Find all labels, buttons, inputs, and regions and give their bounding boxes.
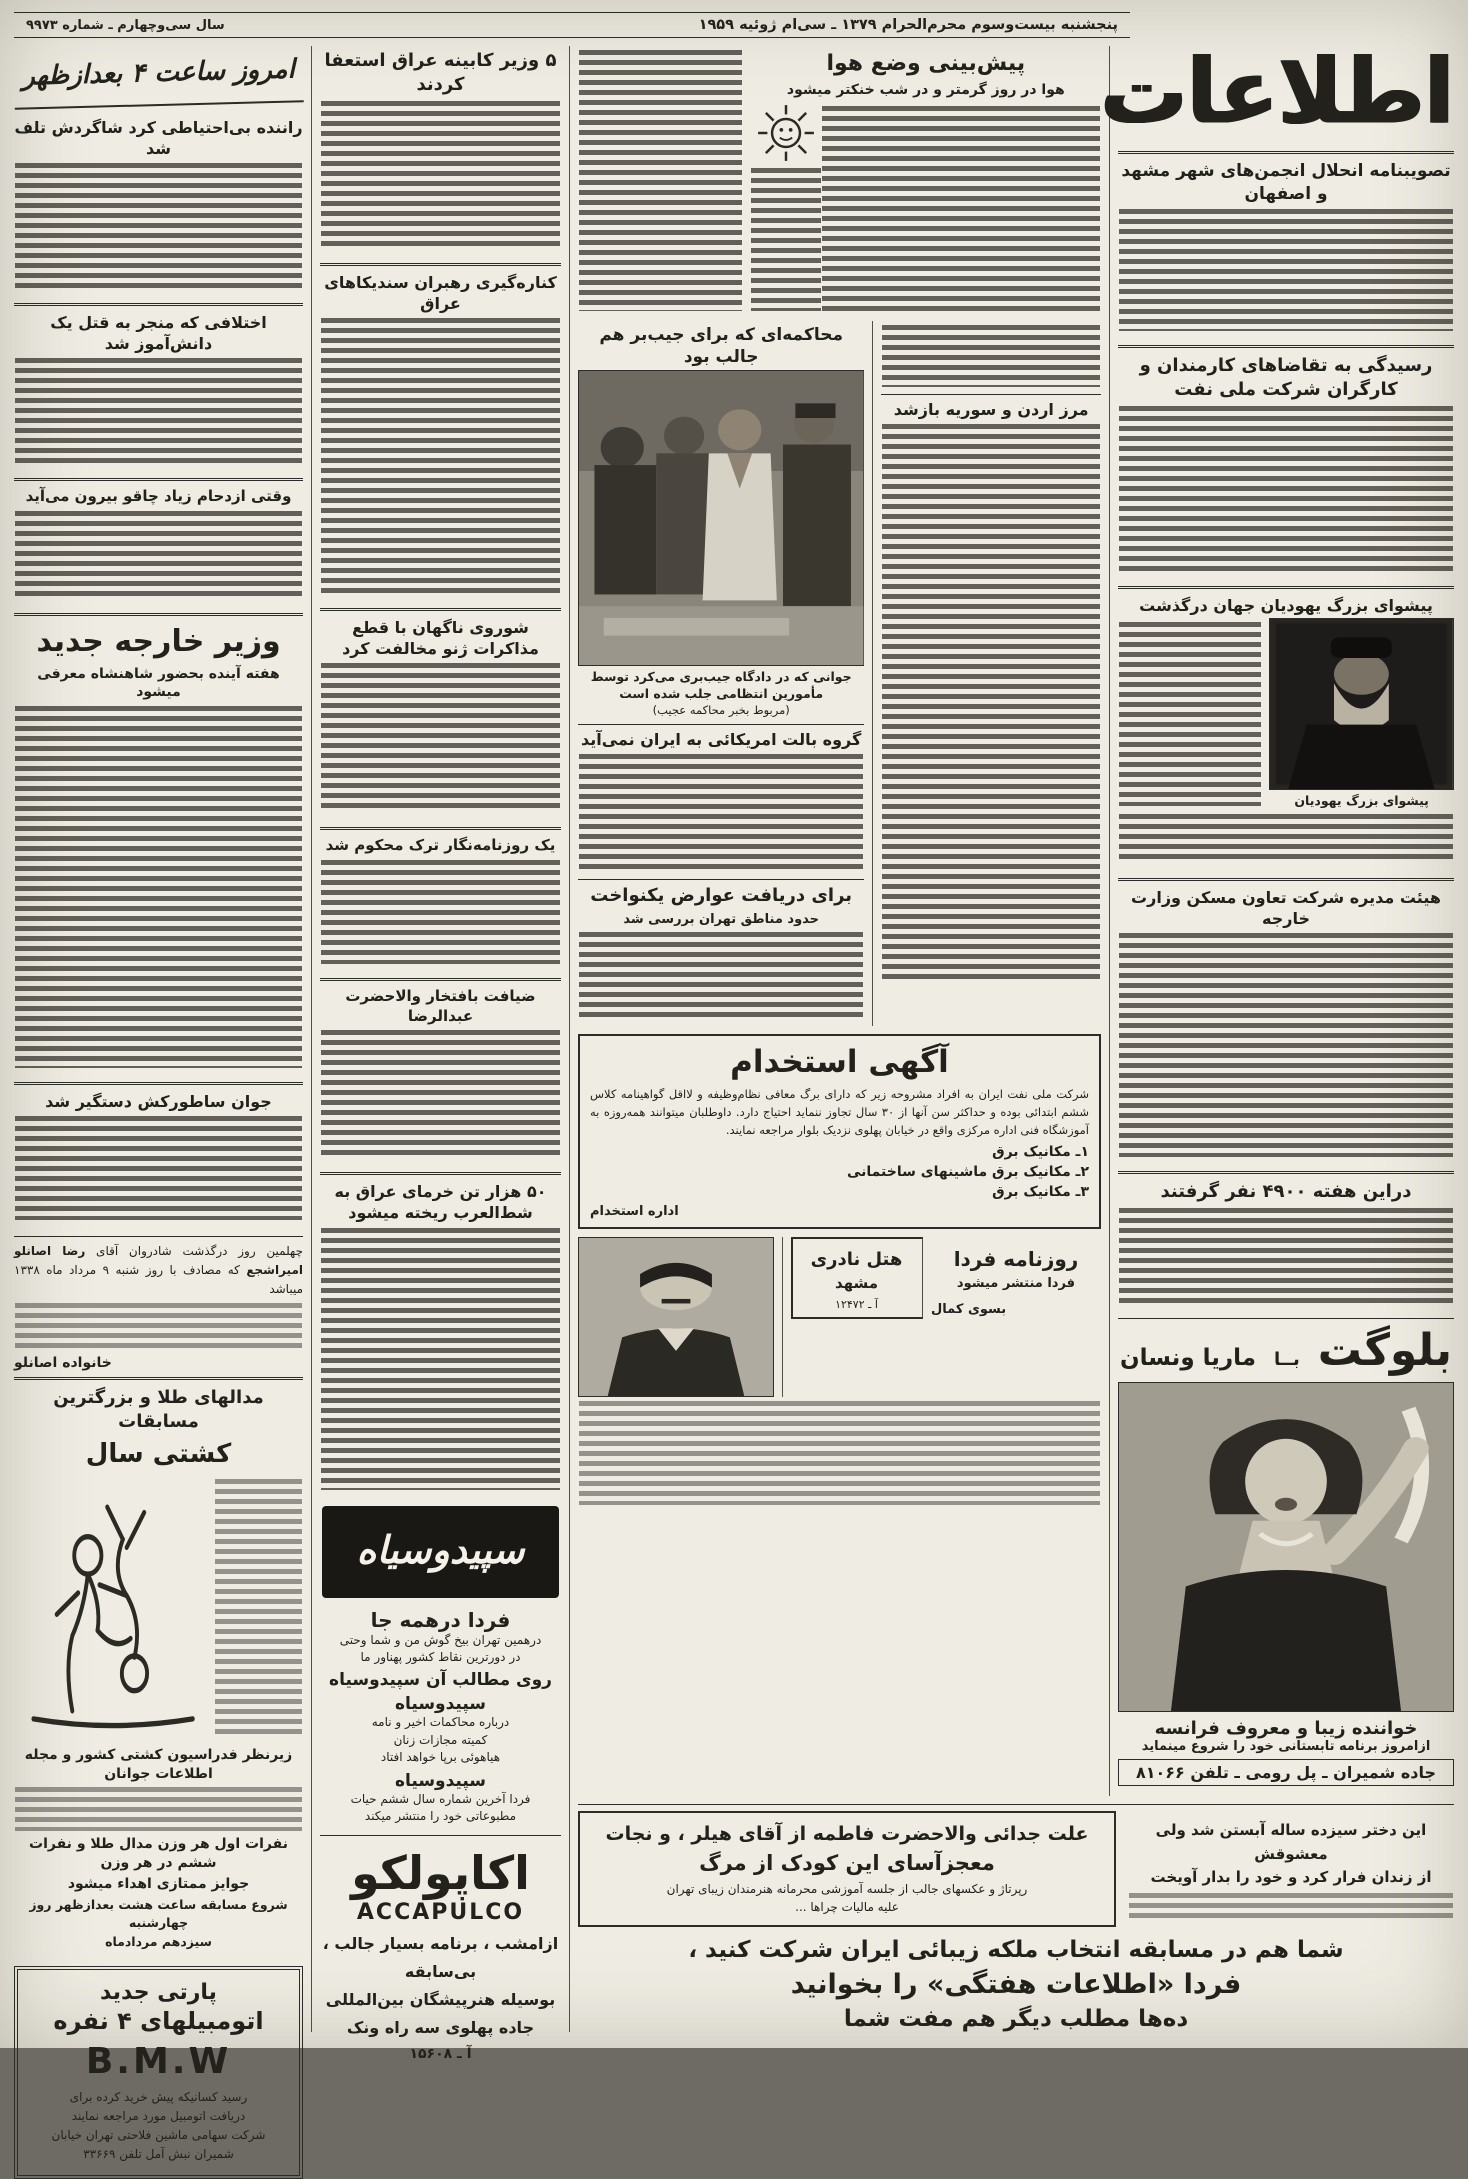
article-iraq-dates <box>320 1172 561 1493</box>
column-right <box>1100 39 1454 1796</box>
sefid-small-line: درهمین تهران بیخ گوش من و شما وحتی <box>339 1632 542 1647</box>
subcolumn-left <box>578 321 873 1027</box>
article-headline: راننده بی‌احتیاطی کرد شاگردش تلف شد <box>14 118 303 159</box>
sefid-bold-line: سپیدوسیاه <box>394 1694 487 1715</box>
hotel-city: مشهد <box>834 1274 879 1293</box>
article-headline: وزیر خارجه جدید <box>36 624 281 660</box>
text-block <box>579 50 742 311</box>
text-block <box>751 168 821 311</box>
wrestling-headline-1: مدالهای طلا و بزرگترین مسابقات <box>53 1387 264 1433</box>
acapulco-phone: آ ـ ۱۵۶۰۸ <box>409 2046 472 2063</box>
bmw-line-2: اتومبیلهای ۴ نفره <box>53 2006 264 2035</box>
acapulco-ad <box>320 1835 561 2062</box>
gossip-ad-box <box>578 1811 1116 1927</box>
trial-caption-note: (مربوط بخبر محاکمه عجیب) <box>652 703 790 718</box>
article-headline: پیشوای بزرگ یهودیان جهان درگذشت <box>1139 595 1433 615</box>
row-ab <box>578 39 1454 1796</box>
tax-headline: برای دریافت عوارض یکنواخت <box>578 879 864 908</box>
actress-photo <box>1118 1382 1454 1712</box>
columns <box>14 39 1454 2162</box>
wrestling-illustration <box>14 1475 208 1743</box>
masthead: اطلاعات <box>1100 39 1454 145</box>
article-councils <box>1118 151 1454 335</box>
portrait-wrap <box>578 1237 783 1397</box>
text-block <box>321 101 560 249</box>
wrestling-bold-1: زیرنظر فدراسیون کشتی کشور و مجله اطلاعات جوانان <box>24 1747 293 1782</box>
hotel-ad <box>791 1237 923 1320</box>
article-cleaver-youth <box>14 1082 303 1224</box>
bmw-brand: B.M.W <box>85 2040 232 2082</box>
employment-item-3: ۳ـ مکانیک برق <box>992 1183 1089 1200</box>
free-content-line: ده‌ها مطلب دیگر هم مفت شما <box>843 2006 1189 2032</box>
sefid-small-line: کمیته مجازات زنان <box>393 1732 488 1747</box>
cabaret-name: بلوگت <box>1317 1324 1452 1376</box>
farda-subtitle: فردا منتشر میشود <box>956 1275 1076 1291</box>
text-block <box>15 706 302 1068</box>
acapulco-line: بی‌سابقه <box>404 1962 477 1982</box>
employment-ad <box>578 1034 1101 1228</box>
article-subhead: هفته آینده بحضور شاهنشاه معرفی میشود <box>37 665 280 701</box>
weather-row <box>578 46 1101 315</box>
ballet-headline: گروه بالت امریکائی به ایران نمی‌آید <box>578 724 864 750</box>
article-student-murder <box>14 303 303 468</box>
text-block <box>321 1228 560 1490</box>
weather-subhead: هوا در روز گرمتر و در شب خنکتر میشود <box>786 82 1065 99</box>
farda-ad <box>931 1237 1101 1397</box>
text-block <box>15 358 302 464</box>
text-block <box>882 325 1100 387</box>
article-headline: ۵ وزیر کابینه عراق استعفا کردند <box>324 50 557 95</box>
article-soviet-geneva <box>320 608 561 817</box>
sefid-small-line: فردا آخرین شماره سال ششم حیات <box>350 1791 531 1806</box>
text-block <box>882 424 1100 984</box>
acapulco-title: اکاپولکو <box>351 1846 530 1901</box>
article-headline: مرز اردن و سوریه بازشد <box>881 394 1101 420</box>
sefid-siah-logo: سپیدوسیاه <box>322 1506 559 1598</box>
text-block <box>321 318 560 594</box>
text-block <box>15 163 302 289</box>
cabaret-line2: ازامروز برنامه تابستانی خود را شروع مینماید <box>1141 1738 1431 1754</box>
bmw-ad <box>14 1966 303 2179</box>
tax-subhead: حدود مناطق تهران بررسی شد <box>623 911 820 927</box>
text-block <box>321 860 560 964</box>
top-bar <box>14 6 1454 44</box>
bottom-ad-row <box>578 1811 1454 1927</box>
employment-ad-footer: اداره استخدام <box>590 1203 679 1219</box>
employment-ad-title: آگهی استخدام <box>730 1044 949 1081</box>
column-middle-left <box>320 46 570 2063</box>
media-row <box>1118 618 1454 810</box>
wrestling-headline-2: کشتی سال <box>85 1438 232 1469</box>
text-block <box>1119 406 1453 572</box>
obituary-title: امیراشجع <box>246 1263 303 1278</box>
cabaret-line1: خواننده زیبا و معروف فرانسه <box>1154 1717 1418 1739</box>
article-oil-workers <box>1118 345 1454 576</box>
article-knife-crowd <box>14 478 303 603</box>
wrestling-small-2: سیزدهم مردادماه <box>105 1934 212 1950</box>
sefid-siah-ad <box>320 1604 561 1826</box>
weather-headline: پیش‌بینی وضع هوا <box>826 51 1026 76</box>
bmw-small-1: رسید کسانیکه پیش خرید کرده برای <box>69 2089 248 2104</box>
text-block <box>579 932 863 1022</box>
wrestling-bold-2: نفرات اول هر وزن مدال طلا و نفرات ششم در هر وزن <box>29 1836 288 1871</box>
sefid-small-line: هیاهوئی برپا خواهد افتاد <box>380 1750 501 1765</box>
hotel-number: آ ـ ۱۲۴۷۲ <box>835 1298 878 1312</box>
article-headline: کناره‌گیری رهبران سندیکاهای عراق <box>324 272 557 313</box>
employment-item-1: ۱ـ مکانیک برق <box>992 1143 1089 1160</box>
acapulco-line: جاده پهلوی سه راه ونک <box>346 2018 535 2038</box>
sefid-small-line: درباره محاکمات اخیر و نامه <box>371 1715 510 1730</box>
article-headline: ۵۰ هزار تن خرمای عراق به شط‌العرب ریخته میشود <box>334 1182 547 1223</box>
article-new-foreign-minister <box>14 613 303 1072</box>
photo-caption: پیشوای بزرگ یهودیان <box>1294 792 1429 808</box>
bmw-small-4: شمیران نبش آمل تلفن ۳۳۶۶۹ <box>83 2147 234 2162</box>
text-block <box>1129 1893 1453 1923</box>
wrestling-bold-3: جوایز ممتازی اهداء میشود <box>67 1876 250 1893</box>
article-headline: ضیافت بافتخار والاحضرت عبدالرضا <box>345 986 536 1025</box>
column-middle-right <box>578 46 1110 1796</box>
obituary-text <box>14 1242 303 1300</box>
text-block <box>1119 209 1453 331</box>
text-block <box>15 1303 302 1351</box>
sun-column <box>751 102 821 315</box>
article-headline: اختلافی که منجر به قتل یک دانش‌آموز شد <box>50 313 267 354</box>
cabaret-with: بــا <box>1273 1348 1300 1370</box>
text-block <box>215 1479 302 1739</box>
article-housing-coop <box>1118 878 1454 1161</box>
text-block <box>1119 933 1453 1157</box>
text-block <box>1119 622 1261 806</box>
right-half <box>578 39 1454 2032</box>
article-headline: یک روزنامه‌نگار ترک محکوم شد <box>325 835 556 854</box>
employment-item-2: ۲ـ مکانیک برق ماشینهای ساختمانی <box>846 1163 1089 1180</box>
acapulco-line: بوسیله هنرپیشگان بین‌المللی <box>325 1990 556 2010</box>
text-block <box>579 754 863 872</box>
article-headline: رسیدگی به تقاضاهای کارمندان و کارگران شرکت ملی نفت <box>1139 355 1433 401</box>
cabaret-ad <box>1118 1318 1454 1786</box>
article-headline: دراین هفته ۴۹۰۰ نفر گرفتند <box>1160 1181 1412 1203</box>
article-iraq-ministers <box>320 46 561 253</box>
bmw-line-1: پارتی جدید <box>100 1979 217 2005</box>
weekly-magazine-line: فردا «اطلاعات هفتگی» را بخوانید <box>790 1969 1242 2000</box>
text-block <box>15 1787 302 1831</box>
subcolumn-right <box>881 321 1101 1027</box>
article-headline: تصویبنامه انحلال انجمن‌های شهر مشهد و اصفهان <box>1121 161 1451 204</box>
article-headline: جوان ساطورکش دستگیر شد <box>45 1091 272 1111</box>
bmw-small-3: شرکت سهامی ماشین فلاحتی تهران خیابان <box>51 2128 266 2143</box>
bottom-ad-side <box>1128 1811 1454 1927</box>
cabaret-title-row <box>1120 1325 1452 1376</box>
obituary <box>14 1236 303 1372</box>
sun-icon <box>755 102 817 164</box>
article-4900 <box>1118 1171 1454 1308</box>
article-banquet <box>320 978 561 1163</box>
sefid-bold-line: سپیدوسیاه <box>394 1770 487 1791</box>
sefid-bold-line: روی مطالب آن سپیدوسیاه <box>329 1670 552 1691</box>
trial-caption: جوانی که در دادگاه جیب‌بری می‌کرد توسط مأمورین انتظامی جلب شده است <box>590 669 852 702</box>
text-block <box>15 1116 302 1220</box>
weather-body <box>751 102 1101 315</box>
gossip-small-2: علیه مالیات چراها ... <box>795 1900 899 1915</box>
trial-headline: محاکمه‌ای که برای جیب‌بر هم جالب بود <box>599 324 843 367</box>
cabaret-star: ماریا ونسان <box>1120 1344 1257 1371</box>
wrestling-ad <box>14 1377 303 1951</box>
gossip-headline-1: علت جدائی والاحضرت فاطمه از آقای هیلر ، و نجات <box>605 1823 1089 1846</box>
article-headline: وقتی ازدحام زیاد چاقو بیرون می‌آید <box>25 487 292 506</box>
bottom-ads <box>578 1804 1454 2032</box>
hotel-name: هتل نادری <box>810 1248 903 1270</box>
column-left <box>14 46 312 2162</box>
side-ad-line: این دختر سیزده ساله آبستن شد ولی معشوقش <box>1155 1821 1427 1863</box>
sefid-small-line: در دورترین نقاط کشور پهناور ما <box>360 1649 521 1664</box>
top-rule-strip <box>14 12 1130 38</box>
obituary-name: رضا اصانلو <box>14 1243 86 1258</box>
employment-ad-intro: شرکت ملی نفت ایران به افراد مشروحه زیر که دارای برگ معافی نظام‌وظیفه و لااقل گواهینامه کلاس ششم ابتدائی بوده و حداکثر سن آنها از ۳۰ سال تجاوز ننماید احتیاج دارد. داوطلبان میتوانند همه‌روزه به آموزشگاه فنی اداره مرکزی واقع در خیابان پهلوی نزدیک بلوار مراجعه نمایند. <box>590 1087 1089 1137</box>
acapulco-line: ازامشب ، برنامه بسیار جالب ، <box>322 1934 559 1954</box>
article-headline: هیئت مدیره شرکت تعاون مسکن وزارت خارجه <box>1131 887 1441 928</box>
obituary-signature: خانواده اصانلو <box>14 1355 112 1372</box>
rabbi-photo <box>1269 618 1454 790</box>
wrestling-row <box>14 1475 303 1743</box>
beauty-contest-line: شما هم در مسابقه انتخاب ملکه زیبائی ایران شرکت کنید ، <box>688 1937 1344 1963</box>
wrestling-small-1: شروع مسابقه ساعت هشت بعدازظهر روز چهارشنبه <box>29 1896 288 1931</box>
sefid-bold-line: فردا درهمه جا <box>370 1607 511 1632</box>
side-ad-line: از زندان فرار کرد و خود را بدار آویخت <box>1150 1867 1432 1886</box>
text-block <box>1119 814 1453 864</box>
article-iraq-unions <box>320 263 561 598</box>
gossip-headline-2: معجزآسای این کودک از مرگ <box>699 1851 995 1876</box>
script-headline: امروز ساعت ۴ بعدازظهر <box>13 42 303 110</box>
article-turkish-journalist <box>320 827 561 968</box>
figure-wrap <box>1269 618 1454 810</box>
cabaret-address: جاده شمیران ـ پل رومی ـ تلفن ۸۱۰۶۶ <box>1118 1759 1454 1786</box>
obituary-line: که مصادف با روز شنبه ۹ مرداد ماه ۱۳۳۸ میباشد <box>14 1263 303 1297</box>
acapulco-latin: ACCAPULCO <box>356 1900 525 1926</box>
farda-signature: بسوی کمال <box>931 1302 1007 1318</box>
article-headline: شوروی ناگهان با قطع مذاکرات ژنو مخالفت کرد <box>342 617 539 658</box>
text-block <box>15 511 302 599</box>
text-block <box>1119 1208 1453 1304</box>
portrait-photo <box>578 1237 774 1397</box>
article-jewish-leader <box>1118 586 1454 868</box>
trial-photo <box>578 370 864 666</box>
dateline: پنجشنبه بیست‌وسوم محرم‌الحرام ۱۳۷۹ ـ سی‌ام ژوئیه ۱۹۵۹ <box>698 17 1118 33</box>
obituary-lead: چهلمین روز درگذشت شادروان آقای <box>96 1243 303 1258</box>
trial-row <box>578 321 1101 1027</box>
text-block <box>579 1401 1100 1505</box>
article-driver <box>14 114 303 293</box>
bmw-small-2: دریافت اتومبیل مورد مراجعه نمایند <box>71 2109 246 2124</box>
issue-number: سال سی‌وچهارم ـ شماره ۹۹۷۳ <box>26 17 225 33</box>
farda-title: روزنامه فردا <box>953 1246 1079 1271</box>
text-block <box>321 1030 560 1158</box>
weather-article <box>751 46 1101 315</box>
text-block <box>822 106 1100 311</box>
farda-hotel-row <box>578 1237 1101 1397</box>
gossip-small-1: رپرتاژ و عکسهای جالب از جلسه آموزشی محرمانه هنرمندان زیبای تهران <box>666 1882 1028 1897</box>
sefid-small-line: مطبوعاتی خود را منتشر میکند <box>364 1808 517 1823</box>
text-block <box>321 663 560 813</box>
masthead-spacer <box>1130 6 1454 44</box>
